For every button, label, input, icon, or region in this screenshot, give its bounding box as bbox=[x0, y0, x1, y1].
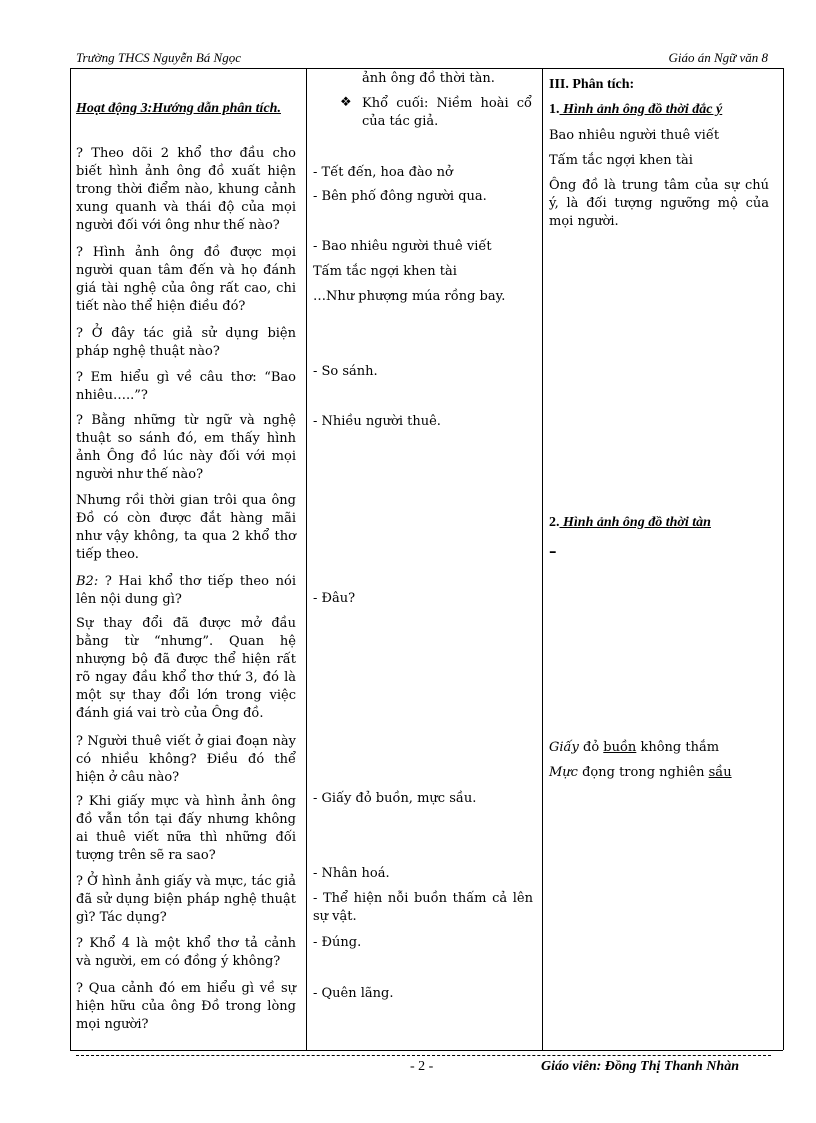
dash-mark: – bbox=[549, 542, 557, 560]
question-13: ? Qua cảnh đó em hiểu gì về sự hiện hữu của ông Đồ trong lòng mọi người? bbox=[76, 981, 296, 1032]
subsection-1-title: Hình ảnh ông đồ thời đắc ý bbox=[559, 102, 723, 117]
page-number: - 2 - bbox=[410, 1059, 434, 1074]
teacher-name: Giáo viên: Đồng Thị Thanh Nhàn bbox=[541, 1059, 739, 1074]
poem-line-2 bbox=[549, 764, 769, 782]
answer-7: - Nhiều người thuê. bbox=[313, 414, 441, 429]
subsection-2-number: 2. bbox=[549, 515, 560, 530]
poem-word-giay: Giấy bbox=[549, 740, 579, 755]
poem-text: đỏ bbox=[578, 740, 604, 755]
table-border-right bbox=[783, 68, 784, 1050]
answer-13: - Quên lãng. bbox=[313, 986, 394, 1001]
answer-1: - Tết đến, hoa đào nở bbox=[313, 165, 453, 180]
answer-4: Tấm tắc ngợi khen tài bbox=[313, 264, 457, 279]
poem-word-buon: buồn bbox=[603, 740, 637, 755]
table-divider-1 bbox=[306, 68, 307, 1050]
header-school: Trường THCS Nguyễn Bá Ngọc bbox=[76, 50, 241, 65]
subsection-1-heading bbox=[549, 101, 769, 119]
step-label: B2: bbox=[76, 574, 99, 589]
poem-word-sau: sầu bbox=[708, 765, 732, 780]
table-bottom-rule bbox=[70, 1050, 783, 1051]
answer-2: - Bên phố đông người qua. bbox=[313, 189, 487, 204]
poem-line-1 bbox=[549, 739, 769, 757]
question-7-text: ? Hai khổ thơ tiếp theo nói lên nội dung gì? bbox=[76, 574, 296, 607]
table-divider-2 bbox=[542, 68, 543, 1050]
answer-5: …Như phượng múa rồng bay. bbox=[313, 289, 506, 304]
question-4: ? Em hiểu gì về câu thơ: “Bao nhiêu…..”? bbox=[76, 370, 296, 403]
answer-bullet-text: Khổ cuối: Niềm hoài cổ của tác giả. bbox=[362, 96, 532, 129]
answer-8: - Đâu? bbox=[313, 591, 356, 606]
subsection-2-title: Hình ảnh ông đồ thời tàn bbox=[559, 515, 711, 530]
question-3: ? Ở đây tác giả sử dụng biện pháp nghệ thuật nào? bbox=[76, 326, 296, 359]
answer-6: - So sánh. bbox=[313, 364, 378, 379]
question-7 bbox=[76, 573, 296, 609]
question-8: Sự thay đổi đã được mở đầu bằng từ “nhưng”. Quan hệ nhượng bộ đã được thể hiện rất rõ ngay đầu khổ thơ thứ 3, đó là một sự thay đổi lớn trong việc đánh giá vai trò của Ông đồ. bbox=[76, 616, 296, 721]
header-rule bbox=[70, 68, 783, 69]
answer-3: - Bao nhiêu người thuê viết bbox=[313, 239, 492, 254]
section-heading: III. Phân tích: bbox=[549, 77, 635, 92]
answer-9: - Giấy đỏ buồn, mực sầu. bbox=[313, 791, 477, 806]
poem-text: đọng trong nghiên bbox=[577, 765, 709, 780]
diamond-bullet-icon: ❖ bbox=[340, 95, 352, 110]
answer-11: - Thể hiện nỗi buồn thấm cả lên sự vật. bbox=[313, 891, 533, 924]
question-2: ? Hình ảnh ông đồ được mọi người quan tâm đến và họ đánh giá tài nghệ của ông rất cao, chi tiết nào thể hiện điều đó? bbox=[76, 245, 296, 314]
answer-top: ảnh ông đồ thời tàn. bbox=[362, 71, 495, 86]
footer-dash-rule bbox=[76, 1055, 771, 1056]
question-10: ? Khi giấy mực và hình ảnh ông đồ vẫn tồn tại đấy nhưng không ai thuê viết nữa thì những đối tượng trên sẽ ra sao? bbox=[76, 794, 296, 863]
header-subject: Giáo án Ngữ văn 8 bbox=[668, 50, 768, 65]
poem-word-muc: Mực bbox=[549, 765, 578, 780]
question-5: ? Bằng những từ ngữ và nghệ thuật so sánh đó, em thấy hình ảnh Ông đồ lúc này đối với mọi người như thế nào? bbox=[76, 413, 296, 482]
line-1: Bao nhiêu người thuê viết bbox=[549, 128, 720, 143]
question-1: ? Theo dõi 2 khổ thơ đầu cho biết hình ảnh ông đồ xuất hiện trong thời điểm nào, khung cảnh xung quanh và thái độ của mọi người đối với ông như thế nào? bbox=[76, 146, 296, 233]
line-2: Tấm tắc ngợi khen tài bbox=[549, 153, 693, 168]
table-border-left bbox=[70, 68, 71, 1050]
answer-10: - Nhân hoá. bbox=[313, 866, 390, 881]
poem-text: không thắm bbox=[636, 740, 720, 755]
question-6: Nhưng rồi thời gian trôi qua ông Đồ có còn được đắt hàng mãi như vậy không, ta qua 2 khổ thơ tiếp theo. bbox=[76, 493, 296, 562]
subsection-2-heading bbox=[549, 514, 769, 532]
subsection-1-number: 1. bbox=[549, 102, 560, 117]
answer-12: - Đúng. bbox=[313, 935, 362, 950]
activity-title: Hoạt động 3:Hướng dẫn phân tích. bbox=[76, 101, 281, 116]
question-12: ? Khổ 4 là một khổ thơ tả cảnh và người, em có đồng ý không? bbox=[76, 936, 296, 969]
question-11: ? Ở hình ảnh giấy và mực, tác giả đã sử dụng biện pháp nghệ thuật gì? Tác dụng? bbox=[76, 874, 296, 925]
question-9: ? Người thuê viết ở giai đoạn này có nhiều không? Điều đó thể hiện ở câu nào? bbox=[76, 734, 296, 785]
line-3: Ông đồ là trung tâm của sự chú ý, là đối tượng ngưỡng mộ của mọi người. bbox=[549, 178, 769, 229]
